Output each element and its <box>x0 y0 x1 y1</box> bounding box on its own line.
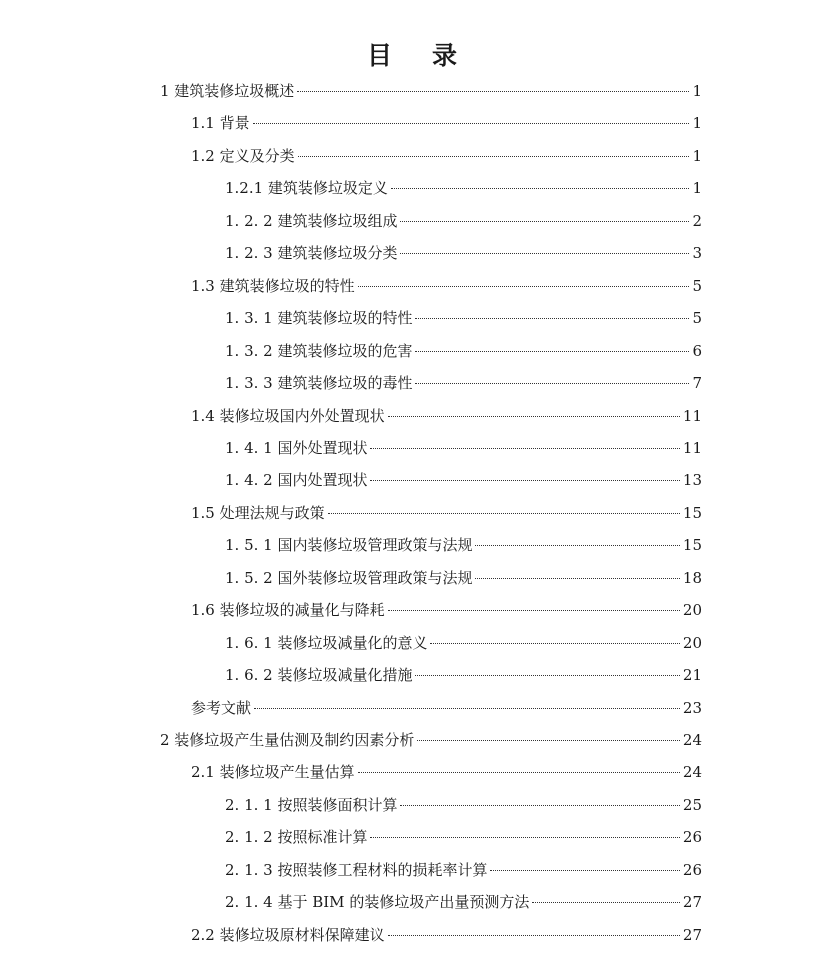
toc-entry-title: 1.2 定义及分类 <box>191 146 295 165</box>
toc-entry[interactable] <box>160 729 702 761</box>
toc-entry[interactable] <box>191 761 702 793</box>
toc-entry[interactable] <box>225 567 702 599</box>
toc-title-part1: 目 <box>366 41 394 70</box>
toc-entry-page: 27 <box>682 893 702 912</box>
toc-entry-title: 1. 6. 2 装修垃圾减量化措施 <box>225 666 413 685</box>
dot-leader <box>532 902 680 903</box>
toc-entry[interactable] <box>191 697 702 729</box>
dot-leader <box>415 675 679 676</box>
dot-leader <box>475 545 679 546</box>
dot-leader <box>370 837 679 838</box>
dot-leader <box>388 935 680 936</box>
dot-leader <box>475 578 679 579</box>
toc-entry[interactable] <box>191 405 702 437</box>
toc-entry[interactable] <box>191 145 702 177</box>
toc-entry-page: 24 <box>682 763 702 782</box>
toc-entry-title: 2 装修垃圾产生量估测及制约因素分析 <box>160 731 415 749</box>
toc-entry[interactable] <box>191 502 702 534</box>
toc-entry-page: 20 <box>682 601 702 620</box>
dot-leader <box>298 156 689 157</box>
toc-entry[interactable] <box>191 112 702 144</box>
toc-entry[interactable] <box>225 242 702 274</box>
toc-entry-page: 15 <box>682 503 702 522</box>
toc-entry-title: 1.3 建筑装修垃圾的特性 <box>191 276 355 295</box>
toc-entry-title: 1. 4. 2 国内处置现状 <box>225 471 368 490</box>
toc-entry-title: 1. 3. 2 建筑装修垃圾的危害 <box>225 341 413 360</box>
toc-entry-title: 1.1 背景 <box>191 114 250 133</box>
toc-entry-page: 23 <box>682 698 702 717</box>
toc-entry-page: 26 <box>682 860 702 879</box>
toc-entry-page: 2 <box>692 211 702 230</box>
toc-entry-title: 1. 5. 2 国外装修垃圾管理政策与法规 <box>225 568 473 587</box>
toc-entry[interactable] <box>160 80 702 112</box>
dot-leader <box>391 188 689 189</box>
dot-leader <box>430 643 679 644</box>
dot-leader <box>400 805 679 806</box>
toc-entry-title: 1. 5. 1 国内装修垃圾管理政策与法规 <box>225 536 473 555</box>
toc-entry-title: 2. 1. 3 按照装修工程材料的损耗率计算 <box>225 860 488 879</box>
dot-leader <box>253 123 689 124</box>
toc-title-part2: 录 <box>432 41 460 70</box>
toc-entry[interactable] <box>225 891 702 923</box>
dot-leader <box>297 91 689 92</box>
dot-leader <box>400 253 689 254</box>
dot-leader <box>370 448 679 449</box>
toc-entry-title: 1. 4. 1 国外处置现状 <box>225 438 368 457</box>
toc-entry-page: 7 <box>692 374 702 393</box>
toc-entry-page: 5 <box>692 276 702 295</box>
toc-entry-page: 15 <box>682 536 702 555</box>
toc-entry[interactable] <box>225 534 702 566</box>
toc-entry-title: 1.6 装修垃圾的减量化与降耗 <box>191 601 385 620</box>
toc-entry-page: 5 <box>692 309 702 328</box>
dot-leader <box>415 318 689 319</box>
toc-entry-title: 2. 1. 1 按照装修面积计算 <box>225 795 398 814</box>
dot-leader <box>388 416 680 417</box>
dot-leader <box>254 708 680 709</box>
toc-entry-page: 11 <box>682 438 702 457</box>
toc-entry[interactable] <box>191 275 702 307</box>
toc-entry-page: 24 <box>682 731 702 749</box>
toc-entry-page: 1 <box>692 114 702 133</box>
dot-leader <box>388 610 680 611</box>
toc-entry[interactable] <box>225 437 702 469</box>
toc-entry[interactable] <box>225 210 702 242</box>
toc-entry[interactable] <box>225 372 702 404</box>
toc-entry-page: 1 <box>692 179 702 198</box>
toc-entry[interactable] <box>225 469 702 501</box>
toc-entry-page: 21 <box>682 666 702 685</box>
toc-entry-title: 2.2 装修垃圾原材料保障建议 <box>191 925 385 944</box>
toc-entry-title: 1. 2. 2 建筑装修垃圾组成 <box>225 211 398 230</box>
toc-entry-title: 2. 1. 2 按照标准计算 <box>225 828 368 847</box>
dot-leader <box>358 286 689 287</box>
toc-entry[interactable] <box>225 307 702 339</box>
toc-entry-title: 1.4 装修垃圾国内外处置现状 <box>191 406 385 425</box>
toc-title <box>0 36 826 72</box>
toc-entry-title: 1 建筑装修垃圾概述 <box>160 82 295 100</box>
toc-entry[interactable] <box>225 632 702 664</box>
toc-entry-title: 1. 3. 3 建筑装修垃圾的毒性 <box>225 374 413 393</box>
toc-entry-title: 1. 3. 1 建筑装修垃圾的特性 <box>225 309 413 328</box>
dot-leader <box>490 870 679 871</box>
toc-entry-page: 11 <box>682 406 702 425</box>
toc-entry[interactable] <box>225 794 702 826</box>
toc-entry-title: 1.5 处理法规与政策 <box>191 503 325 522</box>
toc-entry-page: 25 <box>682 795 702 814</box>
toc-entry-page: 18 <box>682 568 702 587</box>
toc-entry-title: 1. 6. 1 装修垃圾减量化的意义 <box>225 633 428 652</box>
toc-entry[interactable] <box>225 664 702 696</box>
dot-leader <box>328 513 680 514</box>
toc-entry-page: 20 <box>682 633 702 652</box>
toc-entry-title: 1.2.1 建筑装修垃圾定义 <box>225 179 388 198</box>
toc-entry-page: 6 <box>692 341 702 360</box>
toc-entry-page: 3 <box>692 244 702 263</box>
toc-entry[interactable] <box>191 924 702 956</box>
toc-entry-title: 参考文献 <box>191 698 252 717</box>
toc-entry-page: 27 <box>682 925 702 944</box>
dot-leader <box>415 351 689 352</box>
dot-leader <box>358 772 680 773</box>
toc-entry[interactable] <box>225 859 702 891</box>
toc-entry-page: 26 <box>682 828 702 847</box>
toc-entry-page: 13 <box>682 471 702 490</box>
toc-entry[interactable] <box>191 599 702 631</box>
dot-leader <box>417 740 680 741</box>
dot-leader <box>415 383 689 384</box>
toc-entry-title: 1. 2. 3 建筑装修垃圾分类 <box>225 244 398 263</box>
toc-entry[interactable] <box>225 177 702 209</box>
toc-entry-title: 2. 1. 4 基于 BIM 的装修垃圾产出量预测方法 <box>225 893 530 912</box>
dot-leader <box>400 221 689 222</box>
toc-entry-page: 1 <box>692 82 702 100</box>
toc-entry[interactable] <box>225 826 702 858</box>
dot-leader <box>370 480 679 481</box>
toc-entry[interactable] <box>225 340 702 372</box>
toc-entry-title: 2.1 装修垃圾产生量估算 <box>191 763 355 782</box>
toc-entry-page: 1 <box>692 146 702 165</box>
